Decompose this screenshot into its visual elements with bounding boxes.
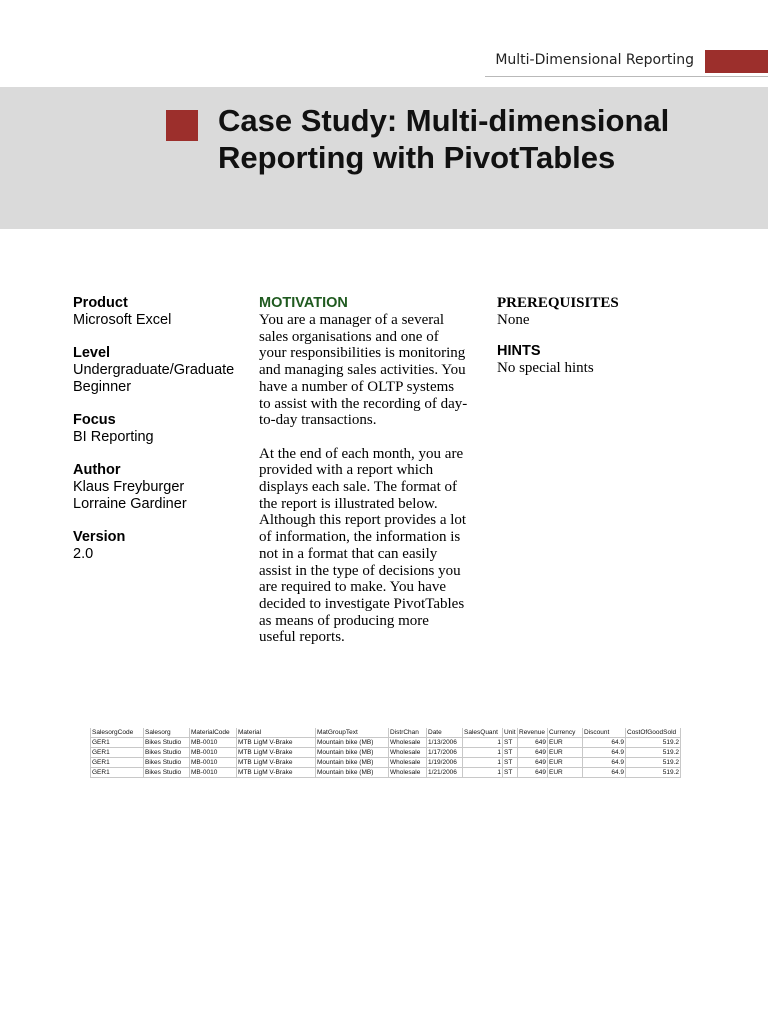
table-cell: 649 bbox=[518, 748, 548, 758]
version-label: Version bbox=[73, 529, 126, 545]
author-value-2: Lorraine Gardiner bbox=[73, 496, 187, 512]
table-cell: GER1 bbox=[91, 758, 144, 768]
level-group bbox=[73, 345, 253, 396]
table-cell: Mountain bike (MB) bbox=[316, 768, 389, 778]
table-cell: GER1 bbox=[91, 738, 144, 748]
table-cell: MB-0010 bbox=[190, 738, 237, 748]
version-value: 2.0 bbox=[73, 546, 94, 562]
table-cell: MTB LigM V-Brake bbox=[237, 768, 316, 778]
author-label: Author bbox=[73, 462, 121, 478]
column-header: Currency bbox=[548, 728, 583, 738]
column-header: Salesorg bbox=[144, 728, 190, 738]
table-cell: ST bbox=[503, 748, 518, 758]
hints-value: No special hints bbox=[497, 360, 594, 376]
table-body bbox=[91, 738, 681, 778]
product-value: Microsoft Excel bbox=[73, 312, 172, 328]
table-cell: 519.2 bbox=[626, 758, 681, 768]
title-accent-square bbox=[166, 110, 198, 141]
table-cell: MB-0010 bbox=[190, 758, 237, 768]
table-cell: 1 bbox=[463, 738, 503, 748]
focus-label: Focus bbox=[73, 412, 116, 428]
column-header: MaterialCode bbox=[190, 728, 237, 738]
table-cell: MTB LigM V-Brake bbox=[237, 758, 316, 768]
column-header: Unit bbox=[504, 729, 516, 736]
table-cell: MB-0010 bbox=[190, 748, 237, 758]
table-cell: 519.2 bbox=[626, 748, 681, 758]
table-cell: Bikes Studio bbox=[144, 748, 190, 758]
column-header: Revenue bbox=[518, 728, 548, 738]
motivation-section bbox=[259, 295, 469, 663]
hints-heading: HINTS bbox=[497, 343, 541, 359]
table-row bbox=[91, 768, 681, 778]
table-row bbox=[91, 738, 681, 748]
focus-value: BI Reporting bbox=[73, 429, 154, 445]
level-label: Level bbox=[73, 345, 111, 361]
table-cell: GER1 bbox=[91, 768, 144, 778]
table-cell: 64.9 bbox=[583, 748, 626, 758]
author-value-1: Klaus Freyburger bbox=[73, 479, 185, 495]
author-group bbox=[73, 462, 253, 513]
table-cell: Wholesale bbox=[389, 748, 427, 758]
title-line-2: Reporting with PivotTables bbox=[218, 140, 616, 175]
header-rule bbox=[485, 76, 768, 77]
table-cell: 1/17/2006 bbox=[427, 748, 463, 758]
product-group bbox=[73, 295, 253, 329]
motivation-paragraph-1: You are a manager of a several sales organisations and one of your responsibilities is monitoring and managing sales activities. You have a number of OLTP systems to assist with the recording of day-to-day transactions. bbox=[259, 312, 468, 429]
sales-report-table bbox=[90, 728, 681, 778]
table-cell: 649 bbox=[518, 758, 548, 768]
motivation-paragraph-2: At the end of each month, you are provided with a report which displays each sale. The format of the report is illustrated below. Although this report provides a lot of information, the information is not in a format that can easily assist in the type of decisions you are required to make. You have decided to investigate PivotTables as means of producing more useful reports. bbox=[259, 445, 467, 646]
table-cell: ST bbox=[503, 738, 518, 748]
table-header-row bbox=[91, 728, 681, 738]
focus-group bbox=[73, 412, 253, 446]
page-title bbox=[218, 102, 758, 176]
table-cell: GER1 bbox=[91, 748, 144, 758]
product-label: Product bbox=[73, 295, 128, 311]
table-cell: Wholesale bbox=[389, 738, 427, 748]
table-cell: EUR bbox=[548, 758, 583, 768]
running-header-title: Multi-Dimensional Reporting bbox=[495, 52, 694, 68]
table-row bbox=[91, 748, 681, 758]
table-cell: 649 bbox=[518, 738, 548, 748]
table-cell: 1 bbox=[463, 768, 503, 778]
table-cell: ST bbox=[503, 768, 518, 778]
table-cell: 1/19/2006 bbox=[427, 758, 463, 768]
table-cell: 519.2 bbox=[626, 768, 681, 778]
level-value-2: Beginner bbox=[73, 379, 132, 395]
column-header: Material bbox=[237, 728, 316, 738]
table-cell: 64.9 bbox=[583, 738, 626, 748]
table-cell: Bikes Studio bbox=[144, 738, 190, 748]
column-header: Discount bbox=[583, 728, 626, 738]
column-header: Date bbox=[427, 728, 463, 738]
table-row bbox=[91, 758, 681, 768]
motivation-heading: MOTIVATION bbox=[259, 295, 348, 311]
table-cell: Mountain bike (MB) bbox=[316, 738, 389, 748]
table-cell: Bikes Studio bbox=[144, 768, 190, 778]
column-header: MatGroupText bbox=[316, 728, 389, 738]
table-cell: 64.9 bbox=[583, 768, 626, 778]
table-cell: Mountain bike (MB) bbox=[316, 758, 389, 768]
table-cell: 1 bbox=[463, 748, 503, 758]
table-cell: 1/13/2006 bbox=[427, 738, 463, 748]
table-cell: Wholesale bbox=[389, 758, 427, 768]
table-cell: Mountain bike (MB) bbox=[316, 748, 389, 758]
table-cell: MTB LigM V-Brake bbox=[237, 738, 316, 748]
table-cell: EUR bbox=[548, 738, 583, 748]
column-header: SalesorgCode bbox=[91, 728, 144, 738]
prerequisites-value: None bbox=[497, 312, 530, 328]
prerequisites-section bbox=[497, 295, 717, 391]
table-cell: MB-0010 bbox=[190, 768, 237, 778]
table-cell: EUR bbox=[548, 768, 583, 778]
column-header: CostOfGoodSold bbox=[626, 728, 681, 738]
column-header: DistrChan bbox=[389, 728, 427, 738]
table-cell: 64.9 bbox=[583, 758, 626, 768]
table-cell: ST bbox=[503, 758, 518, 768]
prerequisites-heading: PREREQUISITES bbox=[497, 295, 619, 311]
table-cell: 649 bbox=[518, 768, 548, 778]
table-cell: 519.2 bbox=[626, 738, 681, 748]
table-cell: 1/21/2006 bbox=[427, 768, 463, 778]
header-accent-block bbox=[705, 50, 768, 73]
column-header: SalesQuant bbox=[463, 728, 503, 738]
table-cell: 1 bbox=[463, 758, 503, 768]
table-cell: MTB LigM V-Brake bbox=[237, 748, 316, 758]
table-cell: EUR bbox=[548, 748, 583, 758]
table-cell: Wholesale bbox=[389, 768, 427, 778]
title-line-1: Case Study: Multi-dimensional bbox=[218, 103, 670, 138]
version-group bbox=[73, 529, 253, 563]
level-value-1: Undergraduate/Graduate bbox=[73, 362, 235, 378]
table-cell: Bikes Studio bbox=[144, 758, 190, 768]
case-metadata bbox=[73, 295, 253, 579]
